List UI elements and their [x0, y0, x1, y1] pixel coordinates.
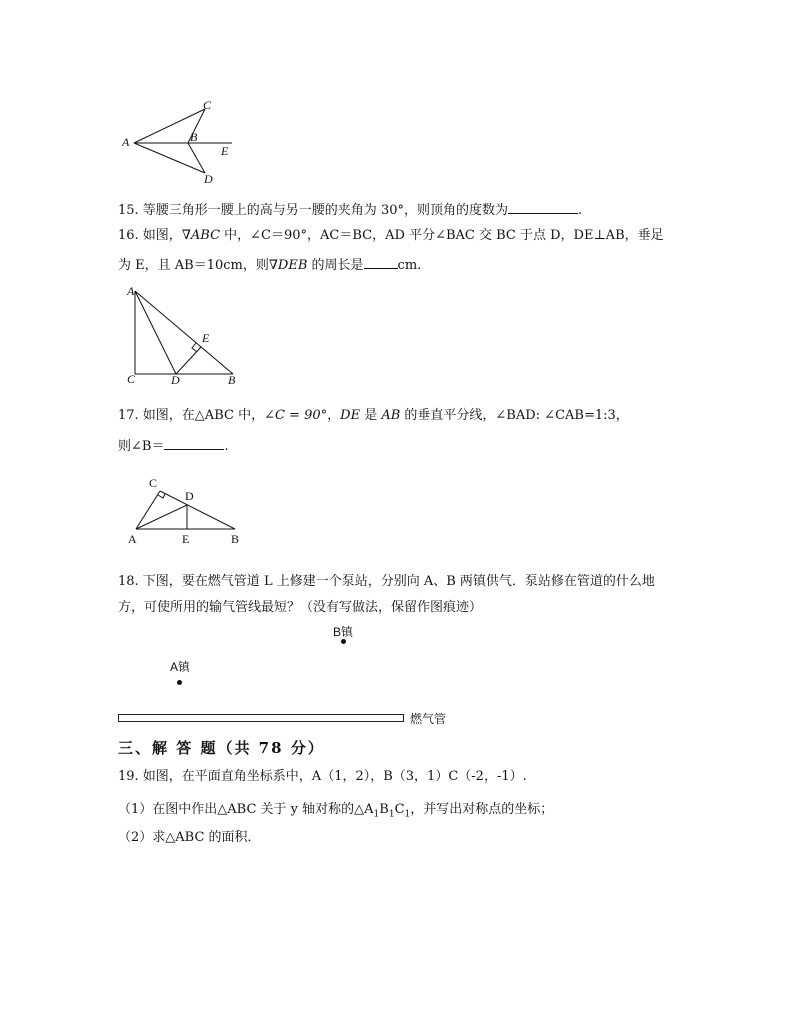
answer-blank-16[interactable]: [364, 255, 398, 269]
question-15-end: .: [577, 203, 583, 218]
label-a: A: [127, 284, 135, 298]
question-19-part-1: [118, 801, 553, 824]
label-e: E: [202, 331, 210, 345]
q19-part1-post: ，并写出对称点的坐标；: [410, 802, 554, 817]
town-b-label: B镇: [333, 625, 354, 639]
q19-sub-a1: 1: [373, 809, 380, 820]
question-17-line-2: [118, 436, 229, 456]
figure-q16: [118, 282, 248, 388]
section-3-title: 三、解 答 题（共 78 分）: [118, 739, 325, 757]
label-c: C: [149, 476, 158, 490]
label-c: C: [203, 98, 212, 112]
label-c: C: [127, 372, 136, 386]
segment-b-d: [188, 143, 205, 173]
segment-a-b: [135, 291, 233, 374]
segment-c-b: [160, 491, 235, 529]
segment-a-d: [134, 143, 205, 173]
q17-segment-de: DE: [340, 408, 361, 423]
q17-line2-end: .: [224, 439, 229, 454]
question-16-line-1: [118, 227, 664, 245]
town-a-point: [177, 680, 182, 685]
pipeline-label: 燃气管: [410, 712, 447, 726]
question-17-line-1: [118, 407, 629, 425]
question-19-line-1: 19. 如图，在平面直角坐标系中，A（1，2），B（3，1）C（-2，-1）.: [118, 769, 527, 784]
q16-line1-pre: 16. 如图，: [118, 228, 182, 243]
label-e: E: [182, 532, 190, 546]
q19-sub-b1: 1: [388, 809, 395, 820]
q16-triangle-abc: ∇ABC: [181, 228, 221, 243]
gas-pipeline: [118, 714, 404, 722]
q19-letter-c: C: [394, 802, 405, 817]
q17-line1-post: 的垂直平分线，∠BAD: ∠CAB=1:3，: [400, 408, 629, 423]
q17-line1-mid: ，: [327, 408, 341, 423]
segment-d-e: [176, 347, 201, 374]
label-b: B: [190, 130, 198, 144]
q17-line1-pre: 17. 如图，在△ABC 中，: [118, 408, 265, 423]
q16-line2-pre: 为 E，且 AB＝10cm，则: [118, 258, 269, 273]
q17-angle-c: ∠C = 90°: [264, 408, 328, 423]
question-19-part-2: （2）求△ABC 的面积．: [118, 830, 261, 845]
q19-sub-c1: 1: [404, 809, 411, 820]
segment-a-d: [135, 291, 176, 374]
label-d: D: [204, 172, 213, 186]
label-b: B: [231, 532, 240, 546]
label-a: A: [122, 135, 130, 149]
label-a: A: [128, 532, 137, 546]
question-18-line-1: 18. 下图，要在燃气管道 L 上修建一个泵站，分别向 A、B 两镇供气．泵站修在管道的什么地: [118, 574, 655, 589]
label-e: E: [221, 144, 229, 158]
q16-line2-end: cm.: [397, 258, 422, 273]
q19-letter-b: B: [379, 802, 389, 817]
question-15: [118, 200, 582, 220]
question-16-line-2: [118, 255, 421, 275]
answer-blank-15[interactable]: [508, 200, 578, 214]
q16-line2-mid: 的周长是: [307, 258, 364, 273]
right-angle-mark-c: [158, 494, 165, 498]
q16-line1-post: 中，∠C＝90°，AC＝BC，AD 平分∠BAC 交 BC 于点 D，DE⊥AB，垂足: [220, 228, 664, 243]
right-angle-mark-e: [192, 343, 197, 352]
figure-q14: [118, 96, 248, 188]
q19-part1-pre: （1）在图中作出△ABC 关于 y 轴对称的△A: [118, 802, 374, 817]
figure-q17: [122, 472, 252, 548]
label-d: D: [171, 373, 180, 387]
q17-line1-mid2: 是: [360, 408, 382, 423]
answer-blank-17[interactable]: [164, 436, 224, 450]
q17-segment-ab: AB: [381, 408, 401, 423]
town-b-point: [341, 639, 346, 644]
question-15-text: 15. 等腰三角形一腰上的高与另一腰的夹角为 30°，则顶角的度数为: [118, 203, 508, 218]
town-a-label: A镇: [170, 660, 191, 674]
q17-line2-pre: 则∠B＝: [118, 439, 165, 454]
label-b: B: [228, 373, 236, 387]
label-d: D: [185, 489, 194, 503]
q16-triangle-deb: ∇DEB: [268, 258, 308, 273]
question-18-line-2: 方，可使所用的输气管线最短？（没有写做法，保留作图痕迹）: [118, 600, 483, 615]
